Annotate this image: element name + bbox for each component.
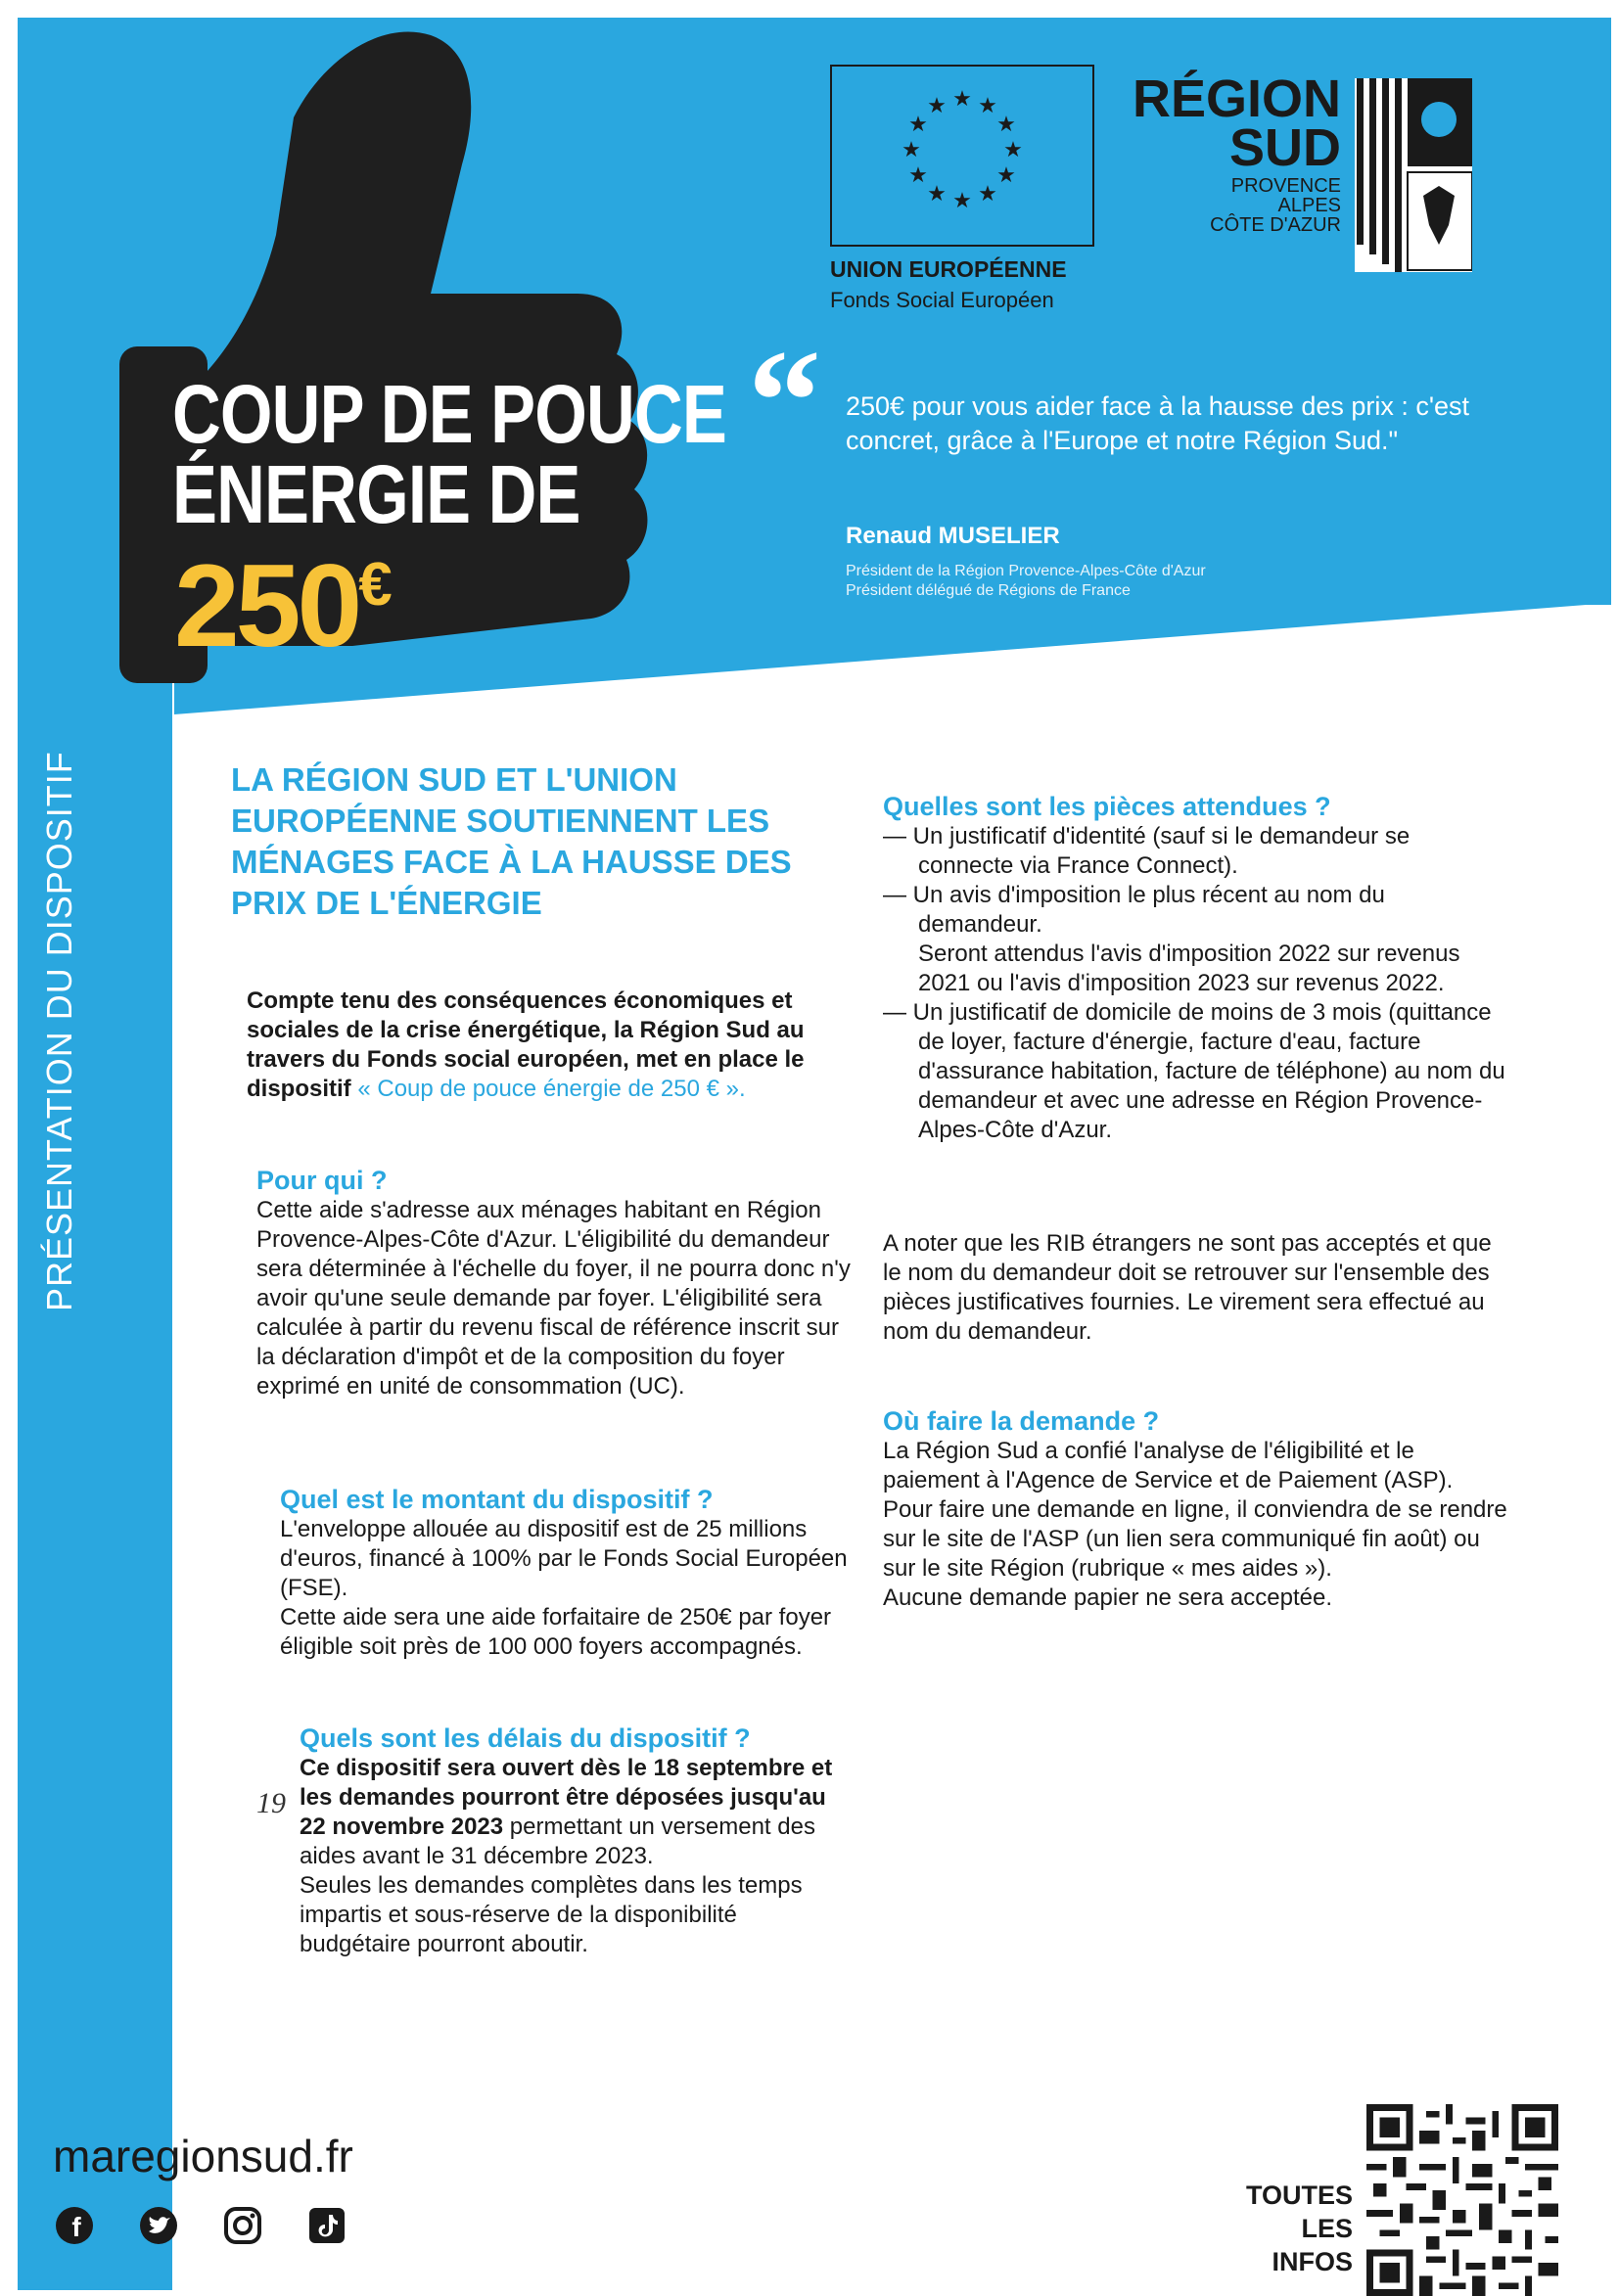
svg-text:f: f	[71, 2212, 81, 2242]
region-title	[1126, 69, 1341, 177]
pour-qui-body: Cette aide s'adresse aux ménages habitant en Région Provence-Alpes-Côte d'Azur. L'éligibilité du demandeur sera déterminée à l'échelle du foyer, il ne pourra donc n'y avoir qu'une seule demande par foyer. L'éligibilité sera calculée à partir du revenu fiscal de référence inscrit sur la déclaration d'impôt et de la composition du foyer exprimé en unité de consommation (UC).	[256, 1197, 851, 1400]
quote-role-2: Président délégué de Régions de France	[846, 582, 1131, 599]
region-subtitle	[1126, 176, 1341, 235]
hero-currency: €	[358, 551, 389, 619]
headline: LA RÉGION SUD ET L'UNION EUROPÉENNE SOUTIENNENT LES MÉNAGES FACE À LA HAUSSE DES PRIX DE L'ÉNERGIE	[231, 761, 792, 921]
svg-text:★: ★	[952, 87, 972, 112]
quote-role	[846, 562, 1206, 601]
quote-author: Renaud MUSELIER	[846, 523, 1060, 549]
delais-body-1	[300, 1754, 848, 1871]
twitter-icon[interactable]	[139, 2206, 178, 2245]
eu-subtitle: Fonds Social Européen	[830, 288, 1054, 312]
infos-line-2: LES INFOS	[1272, 2214, 1353, 2276]
eu-flag-icon	[830, 65, 1094, 247]
svg-text:★: ★	[908, 163, 928, 188]
website-link[interactable]: maregionsud.fr	[53, 2131, 353, 2181]
intro-paragraph	[247, 987, 854, 1104]
tiktok-icon[interactable]	[307, 2206, 347, 2245]
pieces-item-3: — Un justificatif de domicile de moins de 3 mois (quittance de loyer, facture d'énergie, facture d'eau, facture d'assurance habitation, facture de téléphone) au nom du demandeur et avec une adresse en Région Provence-Alpes-Côte d'Azur.	[883, 999, 1505, 1143]
pour-qui-title: Pour qui ?	[256, 1166, 388, 1195]
hero-amount-value: 250	[174, 540, 359, 671]
region-title-line2: SUD	[1228, 118, 1341, 177]
handwritten-note: 19	[256, 1787, 286, 1819]
svg-text:★: ★	[1003, 138, 1023, 162]
section-delais	[300, 1722, 848, 1959]
intro-highlight: « Coup de pouce énergie de 250 € ».	[357, 1076, 746, 1102]
region-sub-line3: CÔTE D'AZUR	[1210, 214, 1341, 236]
rib-note: A noter que les RIB étrangers ne sont pas acceptés et que le nom du demandeur doit se retrouver sur l'ensemble des pièces justificatives fournies. Le virement sera effectué au nom du demandeur.	[883, 1230, 1492, 1345]
svg-text:★: ★	[996, 113, 1016, 137]
montant-body-2: Cette aide sera une aide forfaitaire de 250€ par foyer éligible soit près de 100 000 foyers accompagnés.	[280, 1604, 832, 1660]
section-pour-qui	[256, 1165, 856, 1401]
infos-line-1: TOUTES	[1245, 2181, 1353, 2210]
svg-text:★: ★	[908, 113, 928, 137]
pieces-item-2-note: Seront attendus l'avis d'imposition 2022 sur revenus 2021 ou l'avis d'imposition 2023 sur revenus 2022.	[918, 941, 1460, 996]
svg-text:★: ★	[996, 163, 1016, 188]
svg-text:★: ★	[927, 94, 947, 118]
montant-title: Quel est le montant du dispositif ?	[280, 1485, 714, 1514]
hero-amount	[174, 538, 389, 673]
svg-text:★: ★	[927, 182, 947, 207]
region-title-line1: RÉGION	[1132, 69, 1341, 128]
svg-text:★: ★	[978, 94, 997, 118]
region-sub-line2: ALPES	[1277, 195, 1341, 216]
svg-text:★: ★	[902, 138, 921, 162]
ou-faire-body-3: Aucune demande papier ne sera acceptée.	[883, 1584, 1332, 1611]
pieces-item-2: — Un avis d'imposition le plus récent au nom du demandeur.	[883, 882, 1385, 938]
hero-title	[172, 368, 727, 540]
instagram-icon[interactable]	[223, 2206, 262, 2245]
pieces-title: Quelles sont les pièces attendues ?	[883, 792, 1331, 821]
montant-body-1: L'enveloppe allouée au dispositif est de 25 millions d'euros, financé à 100% par le Fonds Social Européen (FSE).	[280, 1516, 848, 1601]
svg-text:★: ★	[978, 182, 997, 207]
intro-text: Compte tenu des conséquences économiques et sociales de la crise énergétique, la Région Sud au travers du Fonds social européen, met en place le dispositif	[247, 987, 805, 1102]
facebook-icon[interactable]	[55, 2206, 94, 2245]
toutes-les-infos	[1226, 2179, 1353, 2278]
ou-faire-title: Où faire la demande ?	[883, 1406, 1160, 1436]
eu-stars	[832, 67, 1092, 245]
hero-line-1: COUP DE POUCE	[172, 368, 727, 460]
hero-line-2: ÉNERGIE DE	[172, 448, 580, 540]
pieces-item-1: — Un justificatif d'identité (sauf si le demandeur se connecte via France Connect).	[883, 823, 1411, 879]
qr-code-icon[interactable]	[1366, 2104, 1558, 2296]
vertical-label: PRÉSENTATION DU DISPOSITIF	[39, 751, 79, 1311]
svg-text:★: ★	[952, 189, 972, 213]
quote-text: 250€ pour vous aider face à la hausse des prix : c'est concret, grâce à l'Europe et notre Région Sud."	[846, 391, 1470, 455]
section-montant	[280, 1484, 857, 1662]
ou-faire-body-2: Pour faire une demande en ligne, il conviendra de se rendre sur le site de l'ASP (un lien sera communiqué fin août) ou sur le site Région (rubrique « mes aides »).	[883, 1496, 1507, 1582]
delais-bold: Ce dispositif sera ouvert dès le 18 septembre et les demandes pourront être déposées jusqu'au 22 novembre 2023	[300, 1755, 833, 1840]
section-ou-faire	[883, 1405, 1509, 1613]
delais-title: Quels sont les délais du dispositif ?	[300, 1723, 751, 1753]
eu-title: UNION EUROPÉENNE	[830, 256, 1067, 282]
ou-faire-body-1: La Région Sud a confié l'analyse de l'éligibilité et le paiement à l'Agence de Service et de Paiement (ASP).	[883, 1438, 1454, 1493]
section-pieces	[883, 791, 1509, 1145]
delais-rest: permettant un versement des aides avant le 31 décembre 2023.	[300, 1814, 815, 1869]
region-crest-icon	[1355, 78, 1472, 272]
quote-mark-icon: “	[748, 320, 821, 482]
delais-body-2: Seules les demandes complètes dans les temps impartis et sous-réserve de la disponibilité budgétaire pourront aboutir.	[300, 1872, 803, 1957]
quote-role-1: Président de la Région Provence-Alpes-Côte d'Azur	[846, 563, 1206, 579]
region-sub-line1: PROVENCE	[1230, 175, 1341, 197]
